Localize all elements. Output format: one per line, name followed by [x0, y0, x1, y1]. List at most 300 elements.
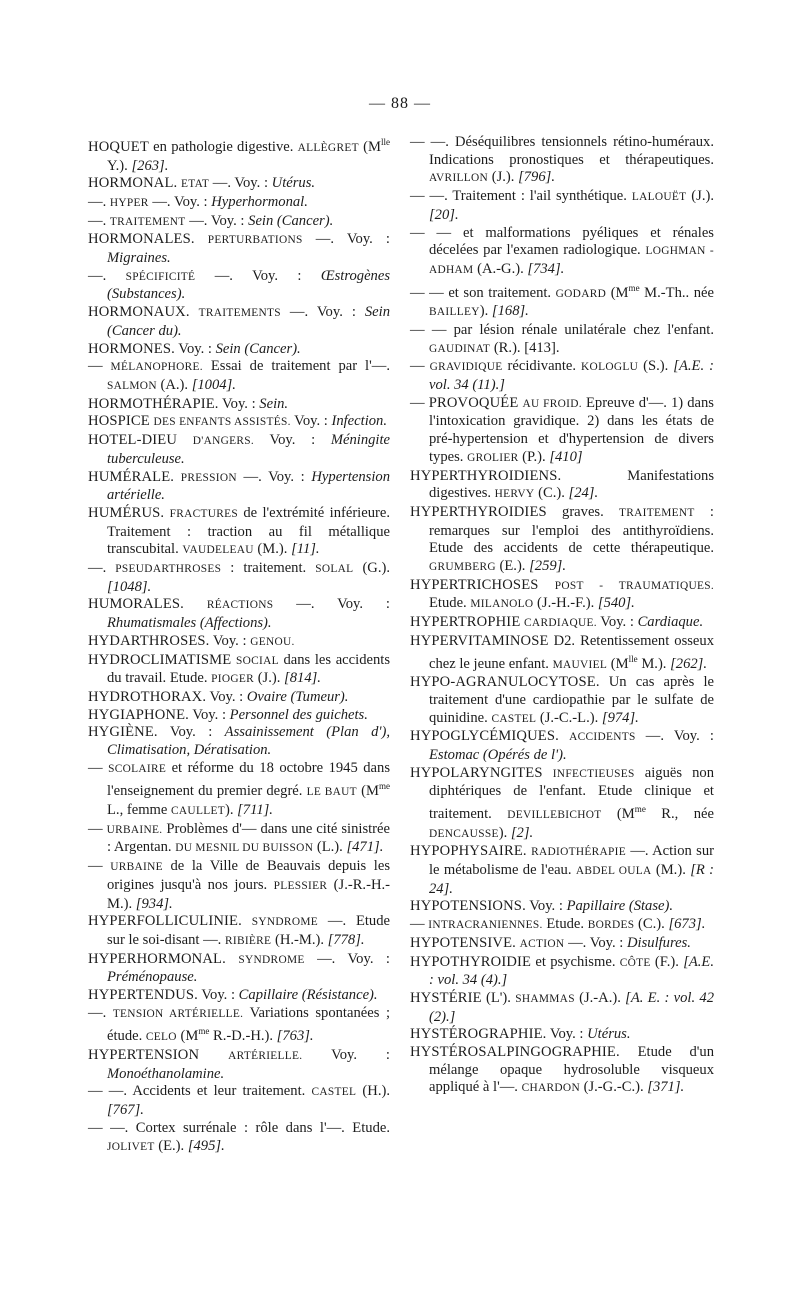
entry-text: —. Voy. :	[148, 193, 212, 210]
entry-text	[190, 304, 199, 320]
entry-italic-text: [R : 24].	[429, 862, 715, 897]
entry-text: (J.-A.).	[574, 989, 626, 1006]
entry-heading: HORMONAL.	[88, 175, 178, 192]
entry-italic-text: [495].	[187, 1137, 225, 1154]
entry-heading: HYPERTRICHOSES	[410, 576, 539, 593]
entry-smallcaps-text: PRESSION	[180, 471, 237, 484]
entry-text: Voy. :	[157, 724, 225, 741]
entry-text: (M	[356, 783, 379, 800]
entry-text: en pathologie digestive.	[148, 138, 298, 155]
entry-smallcaps-text: AU FROID.	[522, 397, 582, 410]
entry-smallcaps-text: CASTEL	[491, 712, 537, 725]
entry-text: Variations spontanées ; étude.	[107, 1004, 390, 1045]
entry-text: —. Voy. :	[635, 728, 714, 745]
entry-text: (E.).	[495, 558, 530, 575]
entry-italic-text: [168].	[491, 303, 529, 320]
entry-italic-text: Préménopause.	[107, 969, 198, 986]
page-number: — 88 —	[369, 95, 431, 112]
entry-italic-text: [767].	[107, 1102, 144, 1119]
entry-heading: HYSTÉRIE	[410, 989, 482, 1006]
entry-smallcaps-text: TRAITEMENT	[109, 215, 186, 228]
index-entry	[88, 304, 390, 340]
entry-italic-text: Sein (Cancer).	[248, 212, 334, 229]
entry-text	[199, 1047, 228, 1063]
entry-text: Epreuve d'—. 1) dans l'intoxication gravidique. 2) dans les états de pré-hypertension et d'hypertension de divers types.	[429, 394, 714, 465]
index-entry	[410, 280, 714, 322]
entry-smallcaps-text: RÉACTIONS	[206, 599, 274, 612]
entry-heading: HORMONAUX.	[88, 304, 190, 321]
index-entry	[88, 194, 390, 213]
index-entry	[410, 935, 714, 954]
entry-smallcaps-text: LOGHMAN - ADHAM	[429, 245, 715, 276]
entry-text: — —. Cortex surrénale : rôle dans l'—. Etude.	[88, 1119, 390, 1136]
entry-heading: HUMÉRUS.	[88, 504, 165, 521]
entry-heading: HORMOTHÉRAPIE.	[88, 395, 219, 412]
entry-heading: HYDROTHORAX.	[88, 688, 207, 705]
entry-superscript: me	[634, 804, 646, 815]
index-entry	[410, 954, 714, 990]
entry-heading: HYPERTENSION	[88, 1047, 200, 1064]
entry-smallcaps-text: DU MESNIL DU BUISSON	[175, 842, 314, 855]
index-entry	[88, 134, 390, 175]
entry-italic-text: [711].	[237, 802, 273, 819]
entry-smallcaps-text: SOLAL	[315, 563, 354, 576]
index-entry	[410, 728, 714, 764]
entry-text: de l'extrémité inférieure. Traitement : traction au fil métallique transcubital.	[107, 504, 390, 558]
entry-heading: HYGIAPHONE.	[88, 706, 189, 723]
entry-text: —. Etude sur le soi-disant —.	[107, 913, 390, 948]
entry-text: — — et malformations pyéliques et rénales décelées par l'examen radiologique.	[410, 224, 714, 259]
entry-text: Voy. :	[254, 432, 331, 449]
entry-text: (M	[358, 138, 381, 155]
entry-text: —. Voy. :	[273, 596, 390, 613]
entry-smallcaps-text: GENOU.	[250, 635, 295, 648]
entry-text: (L.).	[313, 839, 347, 856]
entry-smallcaps-text: TENSION ARTÉRIELLE.	[112, 1007, 244, 1020]
entry-text: Manifestations digestives.	[429, 467, 714, 502]
entry-italic-text: Sein (Cancer).	[215, 340, 301, 357]
index-entry	[88, 724, 390, 759]
entry-text: (M	[606, 284, 629, 301]
index-entry	[410, 633, 714, 674]
entry-heading: HYPERHORMONAL.	[88, 950, 226, 967]
entry-text: —	[410, 394, 429, 411]
entry-text: (J.-H.-F.).	[533, 595, 598, 612]
entry-text: L., femme	[107, 802, 172, 819]
entry-italic-text: [24].	[568, 485, 599, 502]
entry-text: Etude d'un mélange opaque hydrosoluble visqueux appliqué à l'—.	[429, 1044, 714, 1096]
entry-smallcaps-text: GROLIER	[467, 451, 519, 464]
entry-smallcaps-text: ETAT	[180, 178, 210, 191]
entry-smallcaps-text: BORDES	[587, 919, 635, 932]
entry-heading: HYPERTHYROIDIENS.	[410, 467, 562, 484]
entry-smallcaps-text: GAUDINAT	[429, 342, 491, 355]
entry-italic-text: [673].	[668, 916, 706, 933]
index-entry	[410, 843, 714, 898]
entry-text	[226, 951, 238, 967]
entry-italic-text: [1004].	[191, 377, 236, 393]
index-entry	[410, 358, 714, 394]
entry-text: (M.).	[253, 541, 292, 558]
entry-text: (E.).	[154, 1137, 188, 1154]
right-column	[410, 134, 714, 1098]
entry-heading: HYPERTROPHIE	[410, 614, 521, 631]
index-entry	[88, 760, 390, 821]
entry-text: Voy. :	[197, 987, 239, 1004]
entry-italic-text: Cardiaque.	[637, 614, 704, 631]
index-entry	[410, 614, 714, 633]
index-entry	[410, 188, 714, 224]
entry-smallcaps-text: SALMON	[107, 380, 157, 392]
entry-text: (A.).	[156, 377, 192, 393]
entry-text	[559, 728, 569, 744]
entry-superscript: lle	[380, 137, 390, 147]
entry-smallcaps-text: KOLOGLU	[581, 361, 639, 374]
entry-italic-text: [20].	[429, 206, 459, 223]
entry-text: Voy. :	[188, 706, 230, 723]
entry-text: ).	[224, 802, 238, 819]
index-entry	[410, 322, 714, 358]
entry-text: (M	[601, 805, 635, 822]
entry-text: Voy. :	[174, 340, 216, 357]
entry-text: —.	[88, 560, 116, 577]
entry-italic-text: Disulfures.	[627, 934, 691, 951]
entry-heading: HOSPICE	[88, 413, 150, 430]
entry-italic-text: [471].	[346, 839, 384, 856]
entry-italic-text: Migraines.	[107, 250, 171, 267]
entry-text: —	[88, 759, 109, 776]
entry-text: ).	[498, 824, 511, 841]
entry-text: aiguës non diphtériques de l'enfant. Etude clinique et traitement.	[429, 764, 714, 822]
entry-text: —. Voy. :	[236, 468, 312, 485]
entry-smallcaps-text: ABDEL OULA	[575, 865, 652, 877]
entry-text: —. Action sur le métabolisme de l'eau.	[429, 843, 715, 878]
entry-heading: HYPERFOLLICULINIE.	[88, 913, 242, 930]
index-entry	[88, 175, 390, 194]
entry-heading: HYPERVITAMINOSE	[410, 632, 549, 649]
entry-smallcaps-text: GRUMBERG	[429, 561, 496, 574]
entry-text: (M	[176, 1028, 199, 1045]
entry-smallcaps-text: PSEUDARTHROSES	[115, 563, 222, 576]
entry-text: (F.).	[650, 953, 684, 970]
index-entry	[88, 987, 390, 1005]
entry-smallcaps-text: CAULLET	[171, 805, 225, 818]
entry-superscript: me	[378, 781, 390, 792]
index-entry	[88, 396, 390, 414]
index-entry	[88, 1120, 390, 1156]
entry-italic-text: [1048].	[107, 578, 152, 595]
entry-smallcaps-text: ACTION	[519, 937, 565, 950]
entry-heading: HORMONALES.	[88, 231, 195, 248]
index-entry	[410, 765, 714, 844]
entry-smallcaps-text: INTRACRANIENNES.	[428, 919, 543, 932]
entry-text: ).	[479, 303, 492, 320]
index-entry	[88, 858, 390, 913]
entry-smallcaps-text: MÉLANOPHORE.	[110, 361, 203, 374]
entry-italic-text: [734].	[527, 260, 565, 277]
entry-text: — —. Traitement : l'ail synthétique.	[410, 188, 632, 205]
index-entry	[88, 231, 390, 267]
entry-text: — —. Déséquilibres tensionnels rétino-huméraux. Indications pronostiques et thérapeutiques.	[410, 134, 714, 168]
entry-text: —. Voy. :	[564, 934, 627, 951]
entry-italic-text: [410]	[549, 448, 583, 465]
index-entry	[88, 633, 390, 652]
entry-text: R.-D.-H.).	[209, 1028, 277, 1045]
entry-smallcaps-text: SYNDROME	[251, 916, 318, 929]
entry-italic-text: [262].	[670, 655, 708, 672]
entry-text: —. Voy. :	[185, 212, 249, 229]
index-entry	[410, 1026, 714, 1044]
entry-text: Voy. :	[206, 688, 247, 705]
index-entry	[410, 1044, 714, 1098]
entry-text: —. Voy. :	[304, 950, 390, 967]
entry-text: Un cas après le traitement d'une cardiopathie par le sulfate de quinidine.	[429, 674, 714, 726]
index-entry	[88, 652, 390, 689]
entry-smallcaps-text: CHARDON	[521, 1082, 580, 1095]
entry-text: (L').	[481, 989, 516, 1006]
entry-heading: HYPOLARYNGITES	[410, 764, 543, 781]
entry-text	[177, 432, 193, 448]
index-entry	[410, 225, 714, 280]
entry-text: (M.).	[651, 862, 691, 878]
left-column	[88, 134, 390, 1156]
entry-heading: HYSTÉROGRAPHIE.	[410, 1026, 547, 1043]
entry-italic-text: [A.E. : vol. 34 (11).]	[429, 358, 714, 393]
entry-heading: HYPOTENSIVE.	[410, 934, 516, 951]
index-entry	[88, 432, 390, 468]
index-entry	[88, 707, 390, 725]
entry-text: —	[410, 358, 430, 375]
entry-smallcaps-text: GODARD	[555, 287, 607, 300]
entry-heading: HYPO-AGRANULOCYTOSE.	[410, 674, 600, 691]
entry-text: Voy. :	[218, 395, 260, 412]
entry-smallcaps-text: PERTURBATIONS	[207, 234, 303, 247]
index-entry	[410, 916, 714, 935]
entry-heading: HYPOPHYSAIRE.	[410, 843, 527, 860]
entry-heading: HYPERTENDUS.	[88, 987, 198, 1004]
entry-text: graves.	[546, 503, 620, 520]
entry-text: (C.).	[534, 485, 569, 502]
entry-smallcaps-text: HYPER	[109, 196, 149, 209]
entry-text	[539, 577, 555, 593]
entry-text: R., née	[645, 805, 714, 822]
entry-smallcaps-text: TRAITEMENTS	[198, 307, 281, 320]
entry-text: et psychisme.	[531, 953, 620, 970]
index-entry	[88, 596, 390, 632]
entry-text: (J.).	[488, 169, 519, 186]
entry-text	[195, 231, 208, 247]
entry-smallcaps-text: BAILLEY	[429, 306, 480, 319]
entry-text: (C.).	[634, 916, 669, 933]
entry-text: M.-Th.. née	[639, 284, 714, 301]
entry-superscript: lle	[628, 653, 638, 664]
entry-smallcaps-text: MILANOLO	[470, 598, 534, 611]
entry-italic-text: Sein.	[259, 395, 289, 412]
index-entry	[88, 268, 390, 304]
entry-text: — — et son traitement.	[410, 284, 556, 301]
entry-italic-text: [974].	[601, 709, 639, 726]
entry-italic-text: [A.E. : vol. 34 (4).]	[429, 953, 714, 989]
index-entry	[88, 689, 390, 707]
entry-text: (H.-M.).	[271, 931, 328, 948]
entry-text: (H.).	[356, 1083, 390, 1100]
index-entry	[88, 1005, 390, 1047]
entry-smallcaps-text: CELO	[145, 1031, 177, 1044]
index-entry	[410, 395, 714, 468]
entry-text	[242, 913, 252, 929]
entry-italic-text: Infection.	[331, 413, 387, 430]
index-entry	[88, 951, 390, 987]
entry-smallcaps-text: JOLIVET	[107, 1140, 155, 1153]
entry-text: —	[88, 820, 107, 837]
entry-text: (S.).	[638, 358, 674, 375]
entry-text: —.	[88, 1004, 113, 1021]
entry-text: Voy. :	[302, 1047, 390, 1064]
entry-text: (G.).	[353, 560, 390, 577]
entry-smallcaps-text: RIBIÈRE	[224, 934, 272, 947]
entry-smallcaps-text: GRAVIDIQUE	[429, 361, 503, 374]
entry-text: (J.-G.-C.).	[579, 1079, 648, 1096]
entry-text: Voy. :	[525, 898, 567, 915]
entry-italic-text: [796].	[518, 169, 555, 186]
entry-heading: HYSTÉROSALPINGOGRAPHIE.	[410, 1044, 620, 1061]
entry-text: (J.).	[686, 188, 714, 205]
index-entry	[410, 468, 714, 504]
entry-italic-text: Méningite tuberculeuse.	[107, 432, 391, 467]
index-entry	[88, 560, 390, 596]
entry-text	[543, 765, 553, 781]
entry-text	[174, 469, 181, 485]
index-entry	[88, 341, 390, 359]
entry-text: (J.).	[254, 670, 285, 687]
entry-italic-text: Hyperhormonal.	[211, 193, 308, 210]
entry-smallcaps-text: ALLÈGRET	[297, 141, 359, 154]
entry-text: —. Voy. :	[195, 267, 321, 284]
entry-smallcaps-text: DENCAUSSE	[429, 827, 499, 840]
index-entry	[410, 134, 714, 188]
index-entry	[88, 913, 390, 950]
entry-text: —.	[88, 212, 110, 229]
entry-italic-text: Capillaire (Résistance).	[238, 987, 378, 1004]
entry-text: Voy. :	[209, 632, 251, 649]
entry-smallcaps-text: MAUVIEL	[552, 658, 608, 671]
entry-heading: HUMÉRALE.	[88, 468, 175, 485]
entry-smallcaps-text: PIOGER	[211, 673, 255, 686]
entry-heading: HYDARTHROSES.	[88, 632, 210, 649]
entry-text: —.	[88, 193, 110, 210]
entry-smallcaps-text: SCOLAIRE	[108, 762, 167, 775]
entry-smallcaps-text: POST - TRAUMATIQUES.	[554, 579, 714, 592]
entry-smallcaps-text: SOCIAL	[235, 654, 279, 667]
entry-smallcaps-text: PLESSIER	[273, 879, 328, 892]
entry-text: (P.).	[518, 448, 550, 465]
entry-smallcaps-text: HERVY	[494, 488, 535, 501]
index-entry	[88, 1047, 390, 1083]
entry-italic-text: [540].	[597, 595, 635, 612]
entry-text: —	[410, 916, 429, 933]
index-entry	[88, 469, 390, 505]
index-entry	[410, 577, 714, 614]
entry-smallcaps-text: URBAINE.	[106, 823, 163, 836]
entry-text: dans les accidents du travail. Etude.	[107, 651, 390, 687]
entry-smallcaps-text: LALOUËT	[631, 191, 687, 204]
entry-text: —	[88, 858, 111, 875]
entry-italic-text: [2].	[510, 824, 534, 841]
entry-smallcaps-text: ARTÉRIELLE.	[228, 1050, 303, 1063]
entry-italic-text: Œstrogènes (Substances).	[107, 267, 391, 303]
entry-smallcaps-text: VAUDELEAU	[182, 544, 254, 557]
entry-text: Voy. :	[546, 1026, 588, 1043]
entry-italic-text: [371].	[647, 1079, 685, 1096]
entry-italic-text: [778].	[327, 931, 365, 948]
entry-italic-text: [A. E. : vol. 42 (2).]	[429, 989, 714, 1025]
index-entry	[410, 990, 714, 1026]
entry-text: —. Voy. :	[302, 231, 390, 248]
entry-superscript: me	[198, 1026, 210, 1037]
entry-text: Etude.	[429, 595, 471, 612]
index-entry	[88, 413, 390, 432]
entry-italic-text: [814].	[284, 670, 321, 687]
entry-italic-text: [259].	[529, 558, 567, 575]
entry-italic-text: Hypertension artérielle.	[107, 468, 391, 504]
entry-heading: HYGIÈNE.	[88, 724, 158, 741]
entry-smallcaps-text: FRACTURES	[169, 507, 239, 520]
index-entry	[88, 1083, 390, 1119]
entry-text: récidivante.	[502, 358, 582, 375]
index-entry	[410, 674, 714, 728]
entry-heading: HUMORALES.	[88, 596, 184, 613]
entry-smallcaps-text: D'ANGERS.	[192, 435, 255, 448]
entry-heading: HYPOGLYCÉMIQUES.	[410, 728, 559, 745]
entry-smallcaps-text: ACCIDENTS	[569, 731, 636, 744]
entry-smallcaps-text: SYNDROME	[238, 953, 305, 966]
entry-text: Etude.	[542, 916, 588, 933]
entry-text: Voy. :	[290, 413, 332, 430]
entry-italic-text: [263].	[131, 157, 169, 174]
entry-italic-text: [934].	[135, 895, 173, 912]
entry-heading: HOTEL-DIEU	[88, 432, 178, 449]
entry-text: —.	[88, 267, 126, 284]
entry-text: (M	[607, 655, 629, 672]
entry-italic-text: Utérus.	[271, 175, 316, 192]
entry-text: de la Ville de Beauvais depuis les origines jusqu'à nos jours.	[107, 858, 390, 893]
index-entry	[410, 898, 714, 916]
index-entry	[88, 821, 390, 858]
entry-text: — —. Accidents et leur traitement.	[88, 1083, 312, 1100]
entry-italic-text: Rhumatismales (Affections).	[107, 615, 272, 632]
entry-text: : traitement.	[221, 560, 316, 577]
entry-smallcaps-text: RADIOTHÉRAPIE	[531, 846, 626, 859]
entry-smallcaps-text: TRAITEMENT	[619, 506, 695, 519]
entry-italic-text: [763].	[276, 1028, 314, 1045]
entry-italic-text: Monoéthanolamine.	[107, 1065, 225, 1082]
entry-text: D2. Retentissement osseux chez le jeune enfant.	[429, 632, 714, 672]
entry-text: (J.-C.-L.).	[536, 709, 602, 726]
entry-text: Voy. :	[596, 614, 638, 631]
entry-italic-text: Personnel des guichets.	[229, 706, 368, 723]
entry-heading: HORMONES.	[88, 340, 175, 357]
entry-italic-text: Ovaire (Tumeur).	[246, 688, 349, 705]
entry-italic-text: Assainissement (Plan d'), Climatisation, Dératisation.	[107, 724, 391, 759]
entry-heading: PROVOQUÉE	[428, 394, 519, 411]
entry-text: — — par lésion rénale unilatérale chez l'enfant.	[410, 321, 714, 338]
entry-text: (A.-G.).	[473, 260, 528, 277]
entry-heading: HYPERTHYROIDIES	[410, 503, 547, 520]
entry-text: : remarques sur l'emploi des antithyroïdiens. Etude des accidents de cette thérapeutique.	[429, 503, 714, 557]
entry-italic-text: Utérus.	[587, 1026, 631, 1043]
entry-text: (J.-R.-H.-M.).	[107, 876, 390, 912]
entry-text: Y.).	[107, 157, 132, 174]
